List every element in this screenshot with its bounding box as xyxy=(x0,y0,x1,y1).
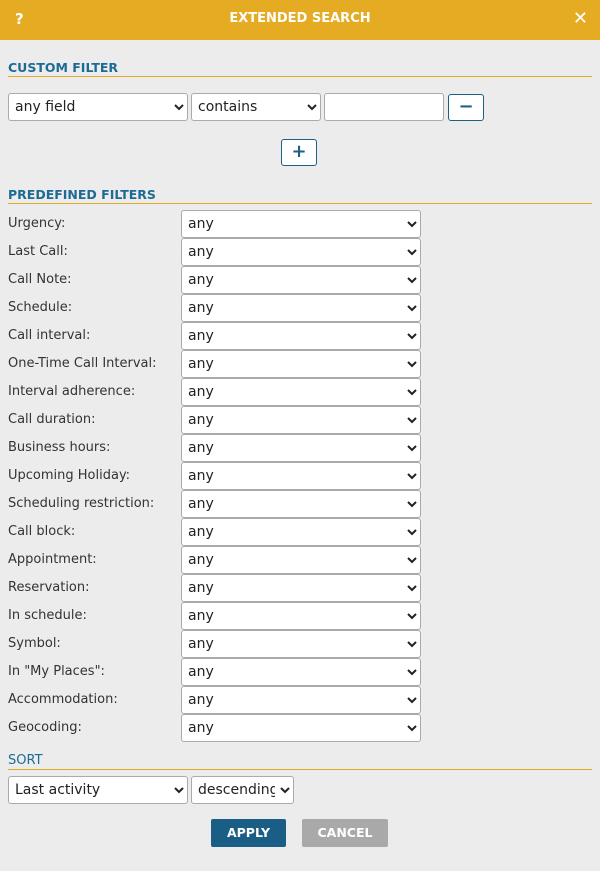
predefined-filters-heading: PREDEFINED FILTERS xyxy=(8,187,592,204)
filter-select[interactable] xyxy=(181,574,421,602)
filter-label: Scheduling restriction: xyxy=(8,496,155,511)
filter-label: Accommodation: xyxy=(8,692,118,707)
filter-select[interactable] xyxy=(181,294,421,322)
filter-select[interactable] xyxy=(181,378,421,406)
filter-label: Urgency: xyxy=(8,216,66,231)
filter-select[interactable] xyxy=(181,714,421,742)
filter-label: Business hours: xyxy=(8,440,111,455)
filter-label: Call interval: xyxy=(8,328,91,343)
filter-select[interactable] xyxy=(181,490,421,518)
filter-select[interactable] xyxy=(181,322,421,350)
filter-select[interactable] xyxy=(181,658,421,686)
filter-label: Geocoding: xyxy=(8,720,82,735)
remove-filter-button[interactable] xyxy=(448,94,484,121)
cancel-button[interactable]: CANCEL xyxy=(302,819,388,847)
custom-filter-field-select[interactable] xyxy=(8,93,188,121)
filter-label: One-Time Call Interval: xyxy=(8,356,157,371)
filter-label: Reservation: xyxy=(8,580,90,595)
filter-select[interactable] xyxy=(181,546,421,574)
filter-select[interactable] xyxy=(181,630,421,658)
filter-label: Appointment: xyxy=(8,552,97,567)
filter-label: Schedule: xyxy=(8,300,73,315)
filter-label: Upcoming Holiday: xyxy=(8,468,131,483)
custom-filter-operator-select[interactable] xyxy=(191,93,321,121)
filter-select[interactable] xyxy=(181,238,421,266)
filter-label: Call Note: xyxy=(8,272,72,287)
plus-icon: + xyxy=(291,141,307,162)
dialog-title: EXTENDED SEARCH xyxy=(229,11,371,26)
filter-label: Call block: xyxy=(8,524,76,539)
filter-select[interactable] xyxy=(181,518,421,546)
filter-select[interactable] xyxy=(181,602,421,630)
custom-filter-heading: CUSTOM FILTER xyxy=(8,60,592,77)
filter-select[interactable] xyxy=(181,210,421,238)
apply-button[interactable]: APPLY xyxy=(211,819,286,847)
filter-label: Last Call: xyxy=(8,244,68,259)
dialog-titlebar xyxy=(0,0,600,40)
filter-label: In schedule: xyxy=(8,608,87,623)
filter-select[interactable] xyxy=(181,266,421,294)
filter-select[interactable] xyxy=(181,406,421,434)
sort-field-select[interactable] xyxy=(8,776,188,804)
filter-select[interactable] xyxy=(181,686,421,714)
filter-select[interactable] xyxy=(181,350,421,378)
filter-label: Interval adherence: xyxy=(8,384,136,399)
add-filter-button[interactable] xyxy=(281,139,317,166)
sort-direction-select[interactable] xyxy=(191,776,294,804)
help-icon[interactable]: ? xyxy=(15,10,24,28)
sort-heading: SORT xyxy=(8,753,592,770)
filter-select[interactable] xyxy=(181,434,421,462)
close-icon[interactable]: ✕ xyxy=(572,8,588,29)
minus-icon: − xyxy=(458,96,474,117)
filter-label: Symbol: xyxy=(8,636,61,651)
custom-filter-value-input[interactable] xyxy=(324,93,444,121)
filter-label: Call duration: xyxy=(8,412,96,427)
filter-label: In "My Places": xyxy=(8,664,105,679)
filter-select[interactable] xyxy=(181,462,421,490)
